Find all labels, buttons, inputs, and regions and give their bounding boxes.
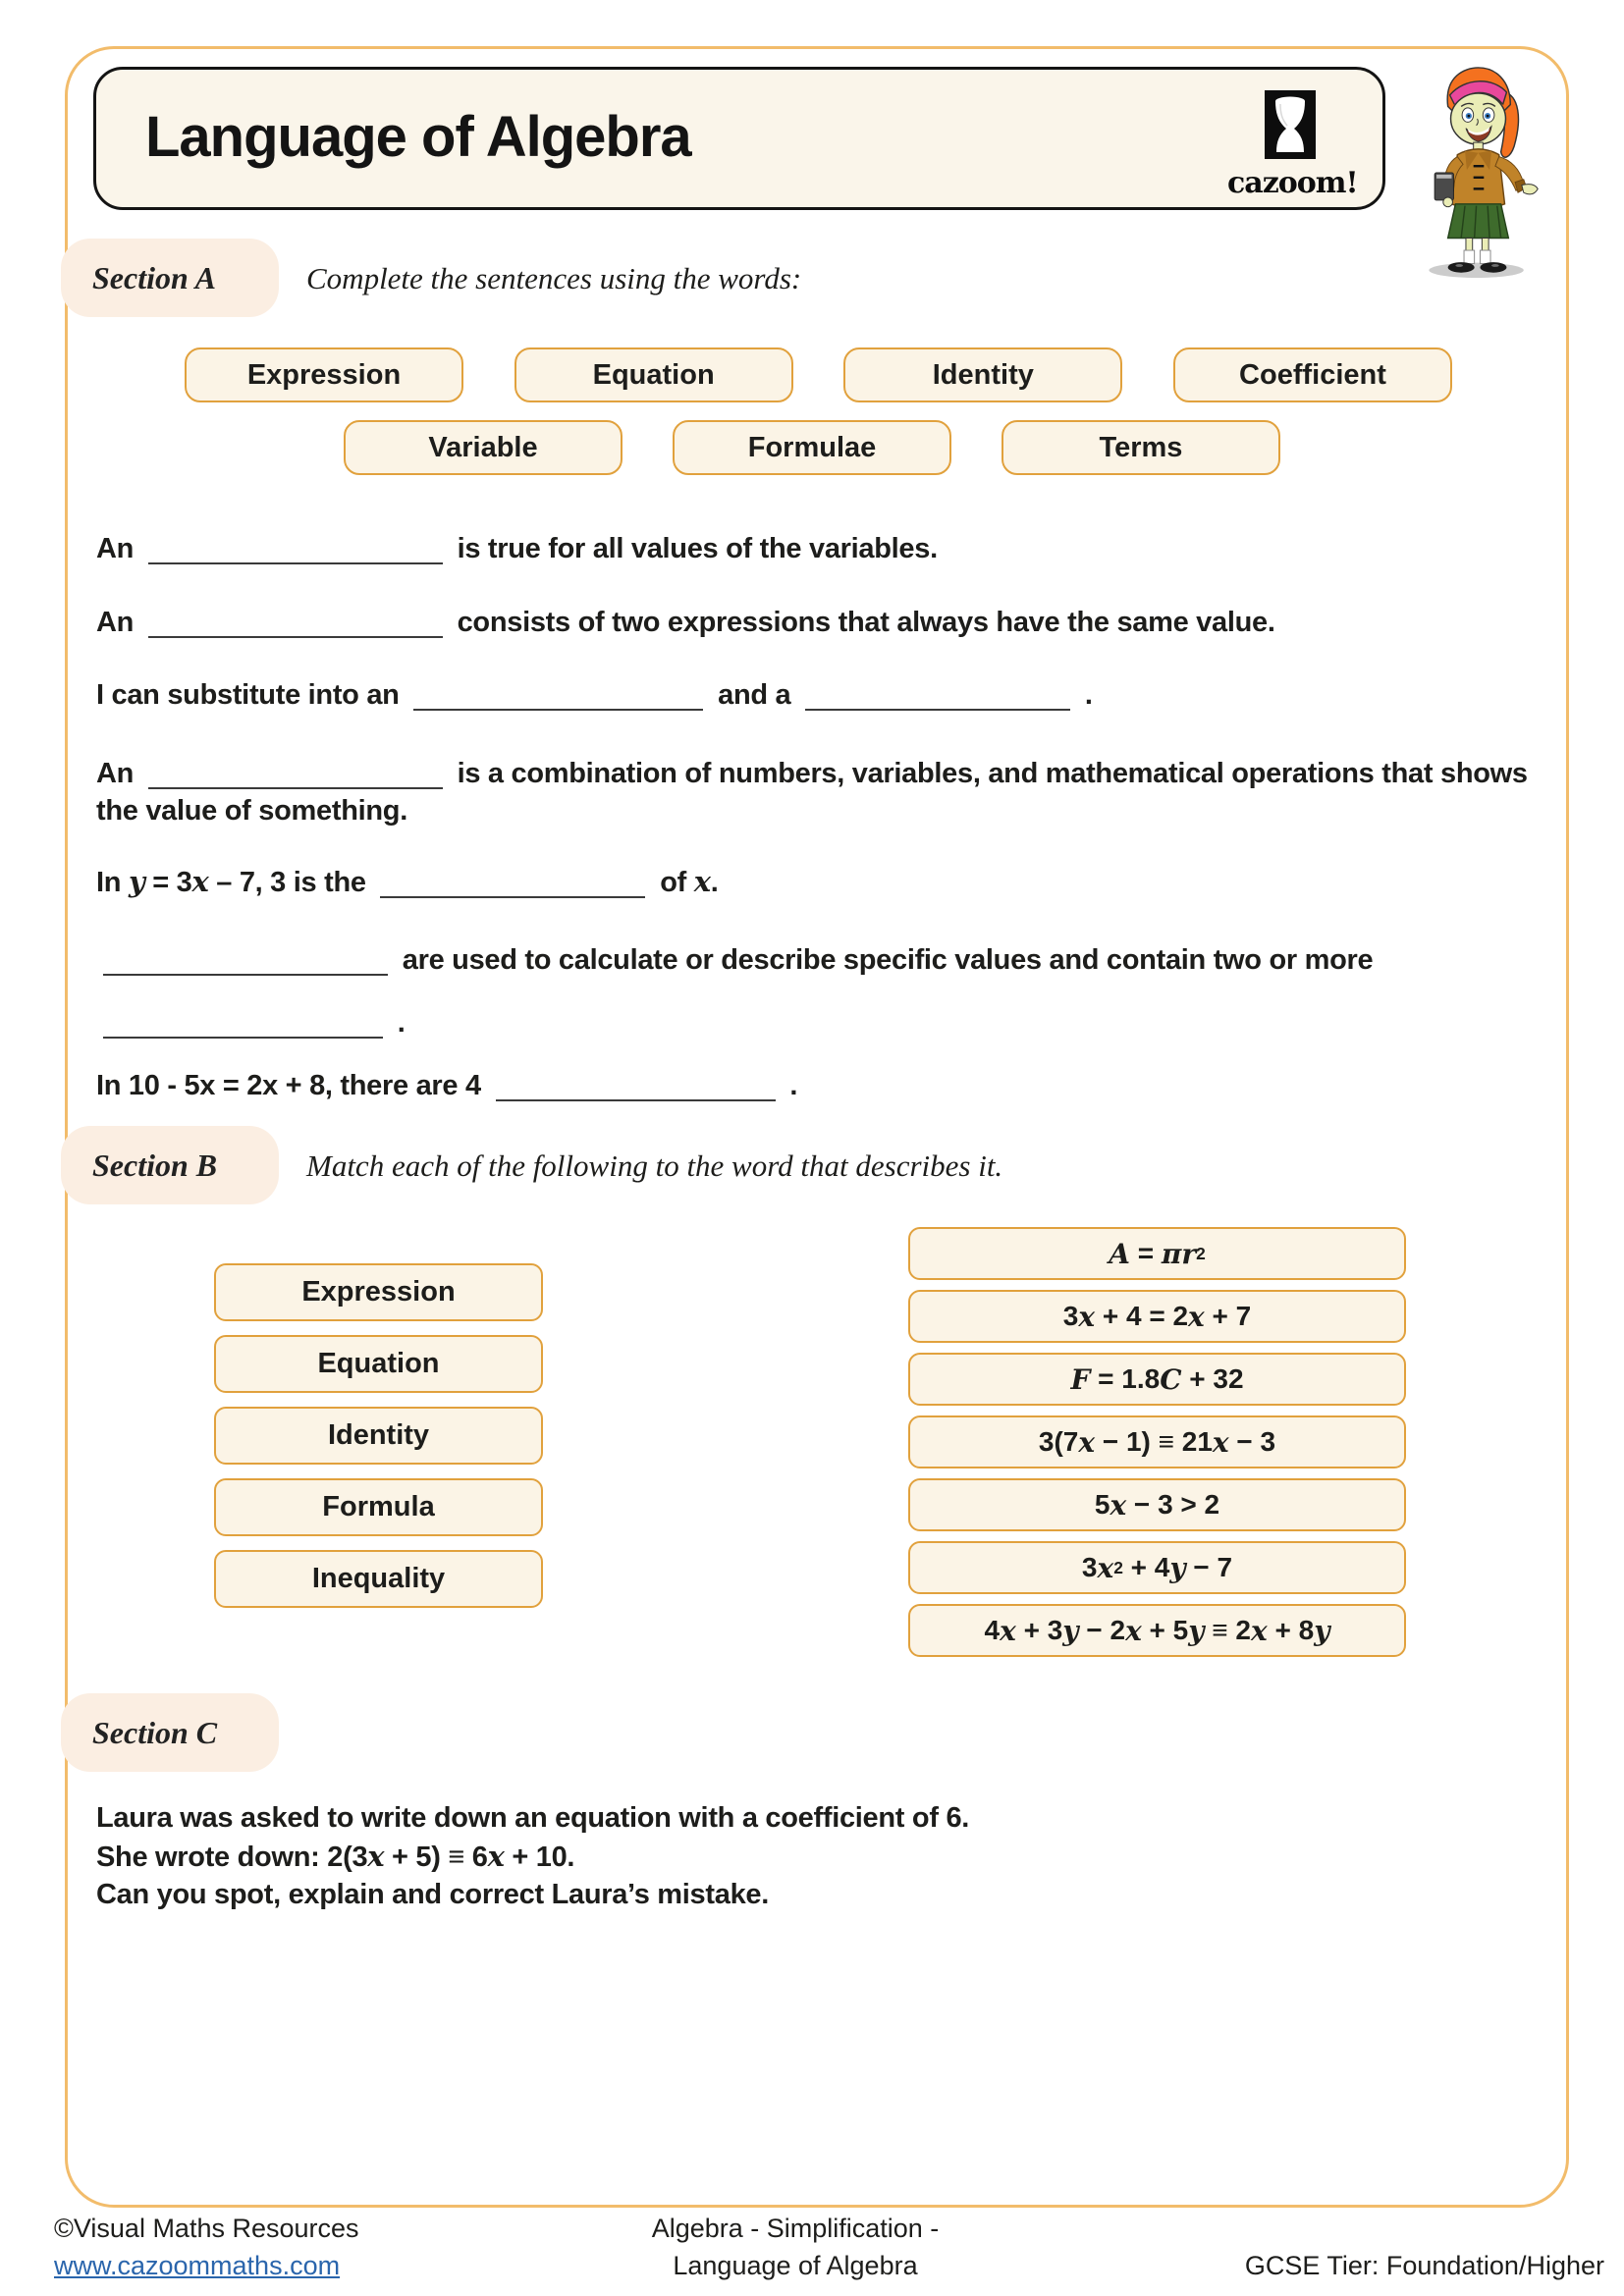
match-expression-box-4: 3(7 x − 1) ≡ 21 x − 3 xyxy=(908,1415,1406,1468)
match-word-list xyxy=(214,1263,543,1608)
footer-link[interactable]: www.cazoommaths.com xyxy=(54,2251,341,2280)
section-a-label xyxy=(61,239,279,317)
section-a-label-text: Section A xyxy=(92,259,216,295)
cazoom-logo-text: cazoom! xyxy=(1227,166,1358,200)
fill-in-sentence-2: An consists of two expressions that always have the same value. xyxy=(96,607,1275,638)
section-c-line-3: Can you spot, explain and correct Laura’s mistake. xyxy=(96,1879,769,1910)
fill-in-sentence-5: In y = 3x – 7, 3 is the of x. xyxy=(96,865,719,898)
section-a-instruction: Complete the sentences using the words: xyxy=(306,261,802,295)
match-word-box-equation: Equation xyxy=(214,1335,543,1393)
match-expression-box-5: 5 x − 3 > 2 xyxy=(908,1478,1406,1531)
match-expression-box-1: A = πr 2 xyxy=(908,1227,1406,1280)
word-chip-terms: Terms xyxy=(1001,420,1280,475)
word-chip-expression: Expression xyxy=(185,347,463,402)
answer-blank xyxy=(103,974,388,976)
fill-in-sentence-3: I can substitute into an and a . xyxy=(96,679,1093,711)
match-expression-box-7: 4 x + 3 y − 2 x + 5 y ≡ 2 x + 8 y xyxy=(908,1604,1406,1657)
match-expression-box-2: 3 x + 4 = 2 x + 7 xyxy=(908,1290,1406,1343)
match-word-box-inequality: Inequality xyxy=(214,1550,543,1608)
word-chip-coefficient: Coefficient xyxy=(1173,347,1452,402)
footer-category-line2: Language of Algebra xyxy=(673,2251,918,2280)
answer-blank xyxy=(148,562,443,564)
answer-blank xyxy=(413,709,703,711)
fill-in-sentence-1: An is true for all values of the variables. xyxy=(96,533,938,564)
fill-in-sentence-6-continued: . xyxy=(96,1004,406,1041)
match-expression-list xyxy=(908,1227,1406,1657)
student-character-illustration xyxy=(1412,61,1544,283)
word-chip-equation: Equation xyxy=(514,347,793,402)
section-b-instruction: Match each of the following to the word that describes it. xyxy=(306,1148,1003,1183)
answer-blank xyxy=(380,896,645,898)
match-expression-box-6: 3 x 2 + 4 y − 7 xyxy=(908,1541,1406,1594)
match-expression-box-3: F = 1.8 C + 32 xyxy=(908,1353,1406,1406)
word-chip-identity: Identity xyxy=(843,347,1122,402)
page-title: Language of Algebra xyxy=(145,105,691,169)
footer-category-line1: Algebra - Simplification - xyxy=(651,2214,940,2243)
word-bank-row-2 xyxy=(344,420,1280,475)
answer-blank xyxy=(496,1099,776,1101)
section-b-label-text: Section B xyxy=(92,1147,218,1183)
match-word-box-formula: Formula xyxy=(214,1478,543,1536)
answer-blank xyxy=(148,787,443,789)
section-b-label xyxy=(61,1126,279,1204)
cazoom-logo xyxy=(1227,90,1358,200)
match-word-box-identity: Identity xyxy=(214,1407,543,1465)
answer-blank xyxy=(805,709,1070,711)
fill-in-sentence-4: An is a combination of numbers, variables, and mathematical operations that shows the value of something. xyxy=(96,758,1536,827)
title-box xyxy=(93,67,1385,210)
drum-icon xyxy=(1265,90,1316,159)
section-c-label xyxy=(61,1693,279,1772)
section-c-line-2: She wrote down: 2(3x + 5) ≡ 6x + 10. xyxy=(96,1840,575,1873)
answer-blank xyxy=(148,636,443,638)
footer-tier: GCSE Tier: Foundation/Higher xyxy=(1244,2251,1604,2280)
fill-in-sentence-7: In 10 - 5x = 2x + 8, there are 4 . xyxy=(96,1070,798,1101)
word-chip-variable: Variable xyxy=(344,420,623,475)
word-chip-formulae: Formulae xyxy=(673,420,951,475)
match-word-box-expression: Expression xyxy=(214,1263,543,1321)
fill-in-sentence-6: are used to calculate or describe specific values and contain two or more xyxy=(96,941,1373,979)
section-c-line-1: Laura was asked to write down an equation with a coefficient of 6. xyxy=(96,1802,970,1834)
section-c-label-text: Section C xyxy=(92,1714,218,1750)
answer-blank xyxy=(103,1037,383,1039)
word-bank-row-1 xyxy=(185,347,1452,402)
footer-copyright: ©Visual Maths Resources xyxy=(54,2214,359,2243)
